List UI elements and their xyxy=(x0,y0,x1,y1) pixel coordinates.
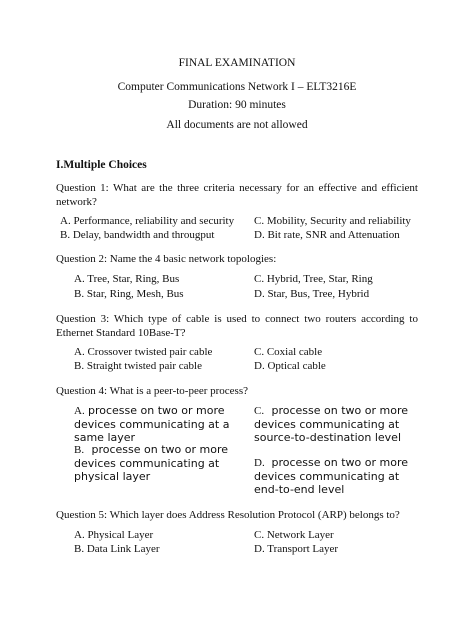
question-4-option-a[interactable] xyxy=(74,404,242,444)
question-3-option-c[interactable]: C. Coxial cable xyxy=(254,346,323,358)
option-text: processe on two or more devices communicating at end-to-end level xyxy=(254,456,409,496)
question-1-option-a[interactable]: A. Performance, reliability and security xyxy=(60,215,235,227)
question-3-option-b[interactable]: B. Straight twisted pair cable xyxy=(74,360,202,372)
exam-title: FINAL EXAMINATION xyxy=(178,57,296,69)
question-1-option-c[interactable]: C. Mobility, Security and reliability xyxy=(254,215,411,227)
exam-duration: Duration: 90 minutes xyxy=(188,99,286,111)
option-label: C. xyxy=(254,405,265,417)
question-2-text: Question 2: Name the 4 basic network topologies: xyxy=(56,253,277,265)
exam-rules: All documents are not allowed xyxy=(166,119,308,131)
option-text: processe on two or more devices communicating at physical layer xyxy=(74,443,229,483)
question-2-option-d[interactable]: D. Star, Bus, Tree, Hybrid xyxy=(254,288,370,300)
option-label: D. xyxy=(254,457,265,469)
question-3-text: Question 3: Which type of cable is used to connect two routers according to Ethernet Standard 10Base-T? xyxy=(56,313,418,339)
option-text: processe on two or more devices communicating at a same layer xyxy=(74,404,230,444)
question-3-option-a[interactable]: A. Crossover twisted pair cable xyxy=(74,346,213,358)
question-5-option-a[interactable]: A. Physical Layer xyxy=(74,529,154,541)
question-4-option-c[interactable] xyxy=(254,404,422,444)
question-4-option-b[interactable] xyxy=(74,443,242,483)
option-label: A. xyxy=(74,405,85,417)
question-2-option-a[interactable]: A. Tree, Star, Ring, Bus xyxy=(74,273,180,285)
option-text: processe on two or more devices communicating at source-to-destination level xyxy=(254,404,409,444)
question-4-option-d[interactable] xyxy=(254,456,422,496)
section-heading: I.Multiple Choices xyxy=(56,159,147,171)
question-1-text: Question 1: What are the three criteria necessary for an effective and efficient network? xyxy=(56,182,418,208)
question-5-text: Question 5: Which layer does Address Resolution Protocol (ARP) belongs to? xyxy=(56,509,400,521)
question-5-option-b[interactable]: B. Data Link Layer xyxy=(74,543,160,555)
question-5-option-d[interactable]: D. Transport Layer xyxy=(254,543,339,555)
option-label: B. xyxy=(74,444,85,456)
question-1-option-b[interactable]: B. Delay, bandwidth and througput xyxy=(60,229,215,241)
question-3-option-d[interactable]: D. Optical cable xyxy=(254,360,326,372)
question-2-option-c[interactable]: C. Hybrid, Tree, Star, Ring xyxy=(254,273,373,285)
question-2-option-b[interactable]: B. Star, Ring, Mesh, Bus xyxy=(74,288,184,300)
question-5-option-c[interactable]: C. Network Layer xyxy=(254,529,334,541)
question-4-text: Question 4: What is a peer-to-peer process? xyxy=(56,385,249,397)
course-name: Computer Communications Network I – ELT3216E xyxy=(117,81,357,93)
question-1-option-d[interactable]: D. Bit rate, SNR and Attenuation xyxy=(254,229,400,241)
